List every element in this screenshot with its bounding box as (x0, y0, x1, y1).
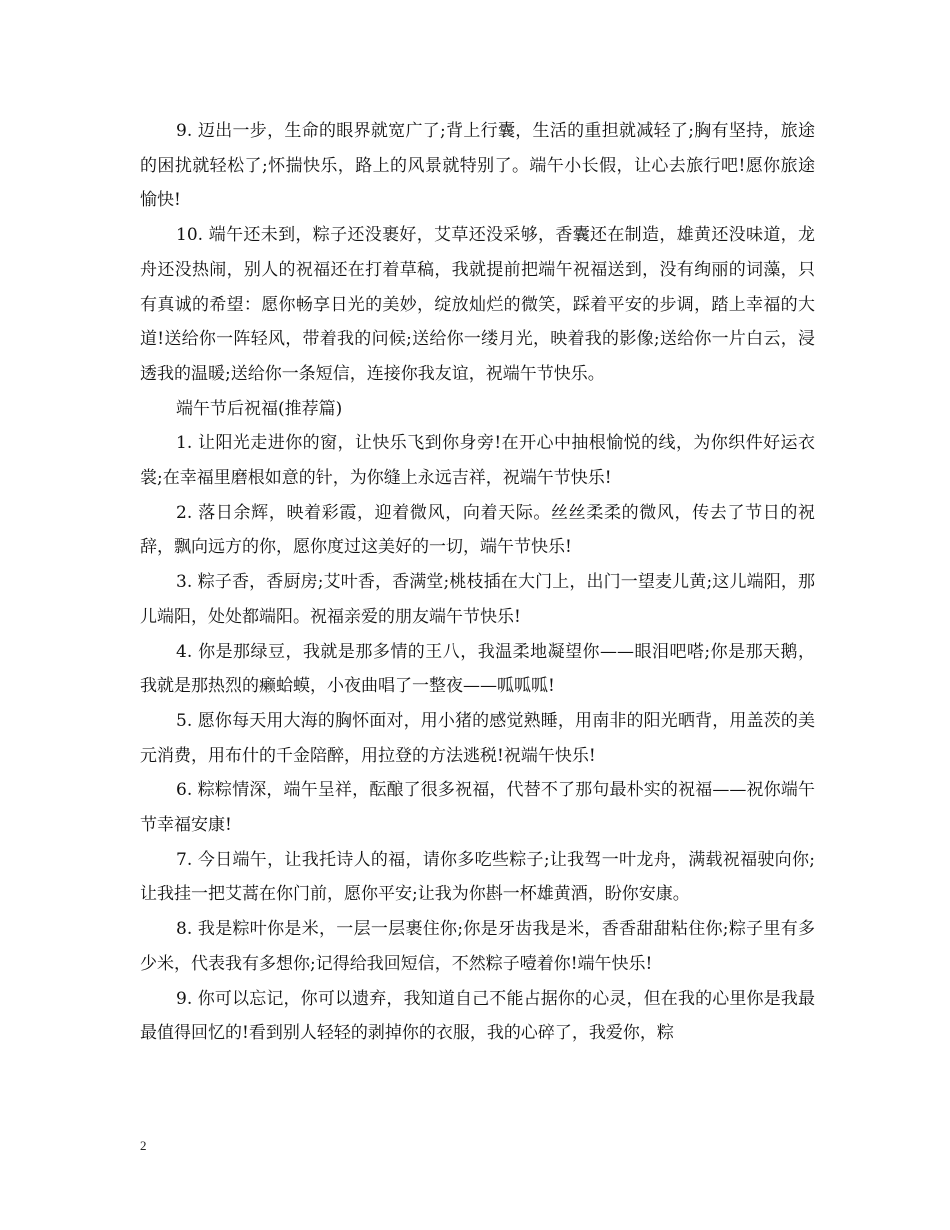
document-body (140, 114, 815, 1051)
section-heading: 端午节后祝福(推荐篇) (176, 398, 343, 419)
paragraph-item-7: 7. 今日端午，让我托诗人的福，请你多吃些粽子;让我驾一叶龙舟，满载祝福驶向你;让我挂一把艾蒿在你门前，愿你平安;让我为你斟一杯雄黄酒，盼你安康。 (140, 849, 815, 905)
paragraph-item-5: 5. 愿你每天用大海的胸怀面对，用小猪的感觉熟睡，用南非的阳光晒背，用盖茨的美元消费，用布什的千金陪醉，用拉登的方法逃税!祝端午快乐! (140, 710, 815, 766)
paragraph-item-1: 1. 让阳光走进你的窗，让快乐飞到你身旁!在开心中抽根愉悦的线，为你织件好运衣裳;在幸福里磨根如意的针，为你缝上永远吉祥，祝端午节快乐! (140, 433, 815, 489)
paragraph-item-3: 3. 粽子香，香厨房;艾叶香，香满堂;桃枝插在大门上，出门一望麦儿黄;这儿端阳，那儿端阳，处处都端阳。祝福亲爱的朋友端午节快乐! (140, 572, 815, 627)
paragraph-item-10: 10. 端午还未到，粽子还没裹好，艾草还没采够，香囊还在制造，雄黄还没味道，龙舟还没热闹，别人的祝福还在打着草稿，我就提前把端午祝福送到，没有绚丽的词藻，只有真诚的希望：愿你畅享日光的美妙，绽放灿烂的微笑，踩着平安的步调，踏上幸福的大道!送给你一阵轻风，带着我的问候;送给你一缕月光，映着我的影像;送给你一片白云，浸透我的温暖;送给你一条短信，连接你我友谊，祝端午节快乐。 (140, 225, 815, 384)
paragraph-item-9-forget: 9. 你可以忘记，你可以遗弃，我知道自己不能占据你的心灵，但在我的心里你是我最最值得回忆的!看到别人轻轻的剥掉你的衣服，我的心碎了，我爱你，粽 (140, 988, 815, 1044)
paragraph-item-2: 2. 落日余辉，映着彩霞，迎着微风，向着天际。丝丝柔柔的微风，传去了节日的祝辞，飘向远方的你，愿你度过这美好的一切，端午节快乐! (140, 502, 815, 558)
paragraph-item-4: 4. 你是那绿豆，我就是那多情的王八，我温柔地凝望你——眼泪吧嗒;你是那天鹅，我就是那热烈的癞蛤蟆，小夜曲唱了一整夜——呱呱呱! (140, 641, 815, 697)
page-number: 2 (140, 1138, 147, 1153)
paragraph-item-9-travel: 9. 迈出一步，生命的眼界就宽广了;背上行囊，生活的重担就减轻了;胸有坚持，旅途的困扰就轻松了;怀揣快乐，路上的风景就特别了。端午小长假，让心去旅行吧!愿你旅途愉快! (140, 121, 815, 211)
paragraph-item-8: 8. 我是粽叶你是米，一层一层裹住你;你是牙齿我是米，香香甜甜粘住你;粽子里有多少米，代表我有多想你;记得给我回短信，不然粽子噎着你!端午快乐! (140, 919, 815, 974)
paragraph-item-6: 6. 粽粽情深，端午呈祥，酝酿了很多祝福，代替不了那句最朴实的祝福——祝你端午节幸福安康! (140, 780, 815, 836)
